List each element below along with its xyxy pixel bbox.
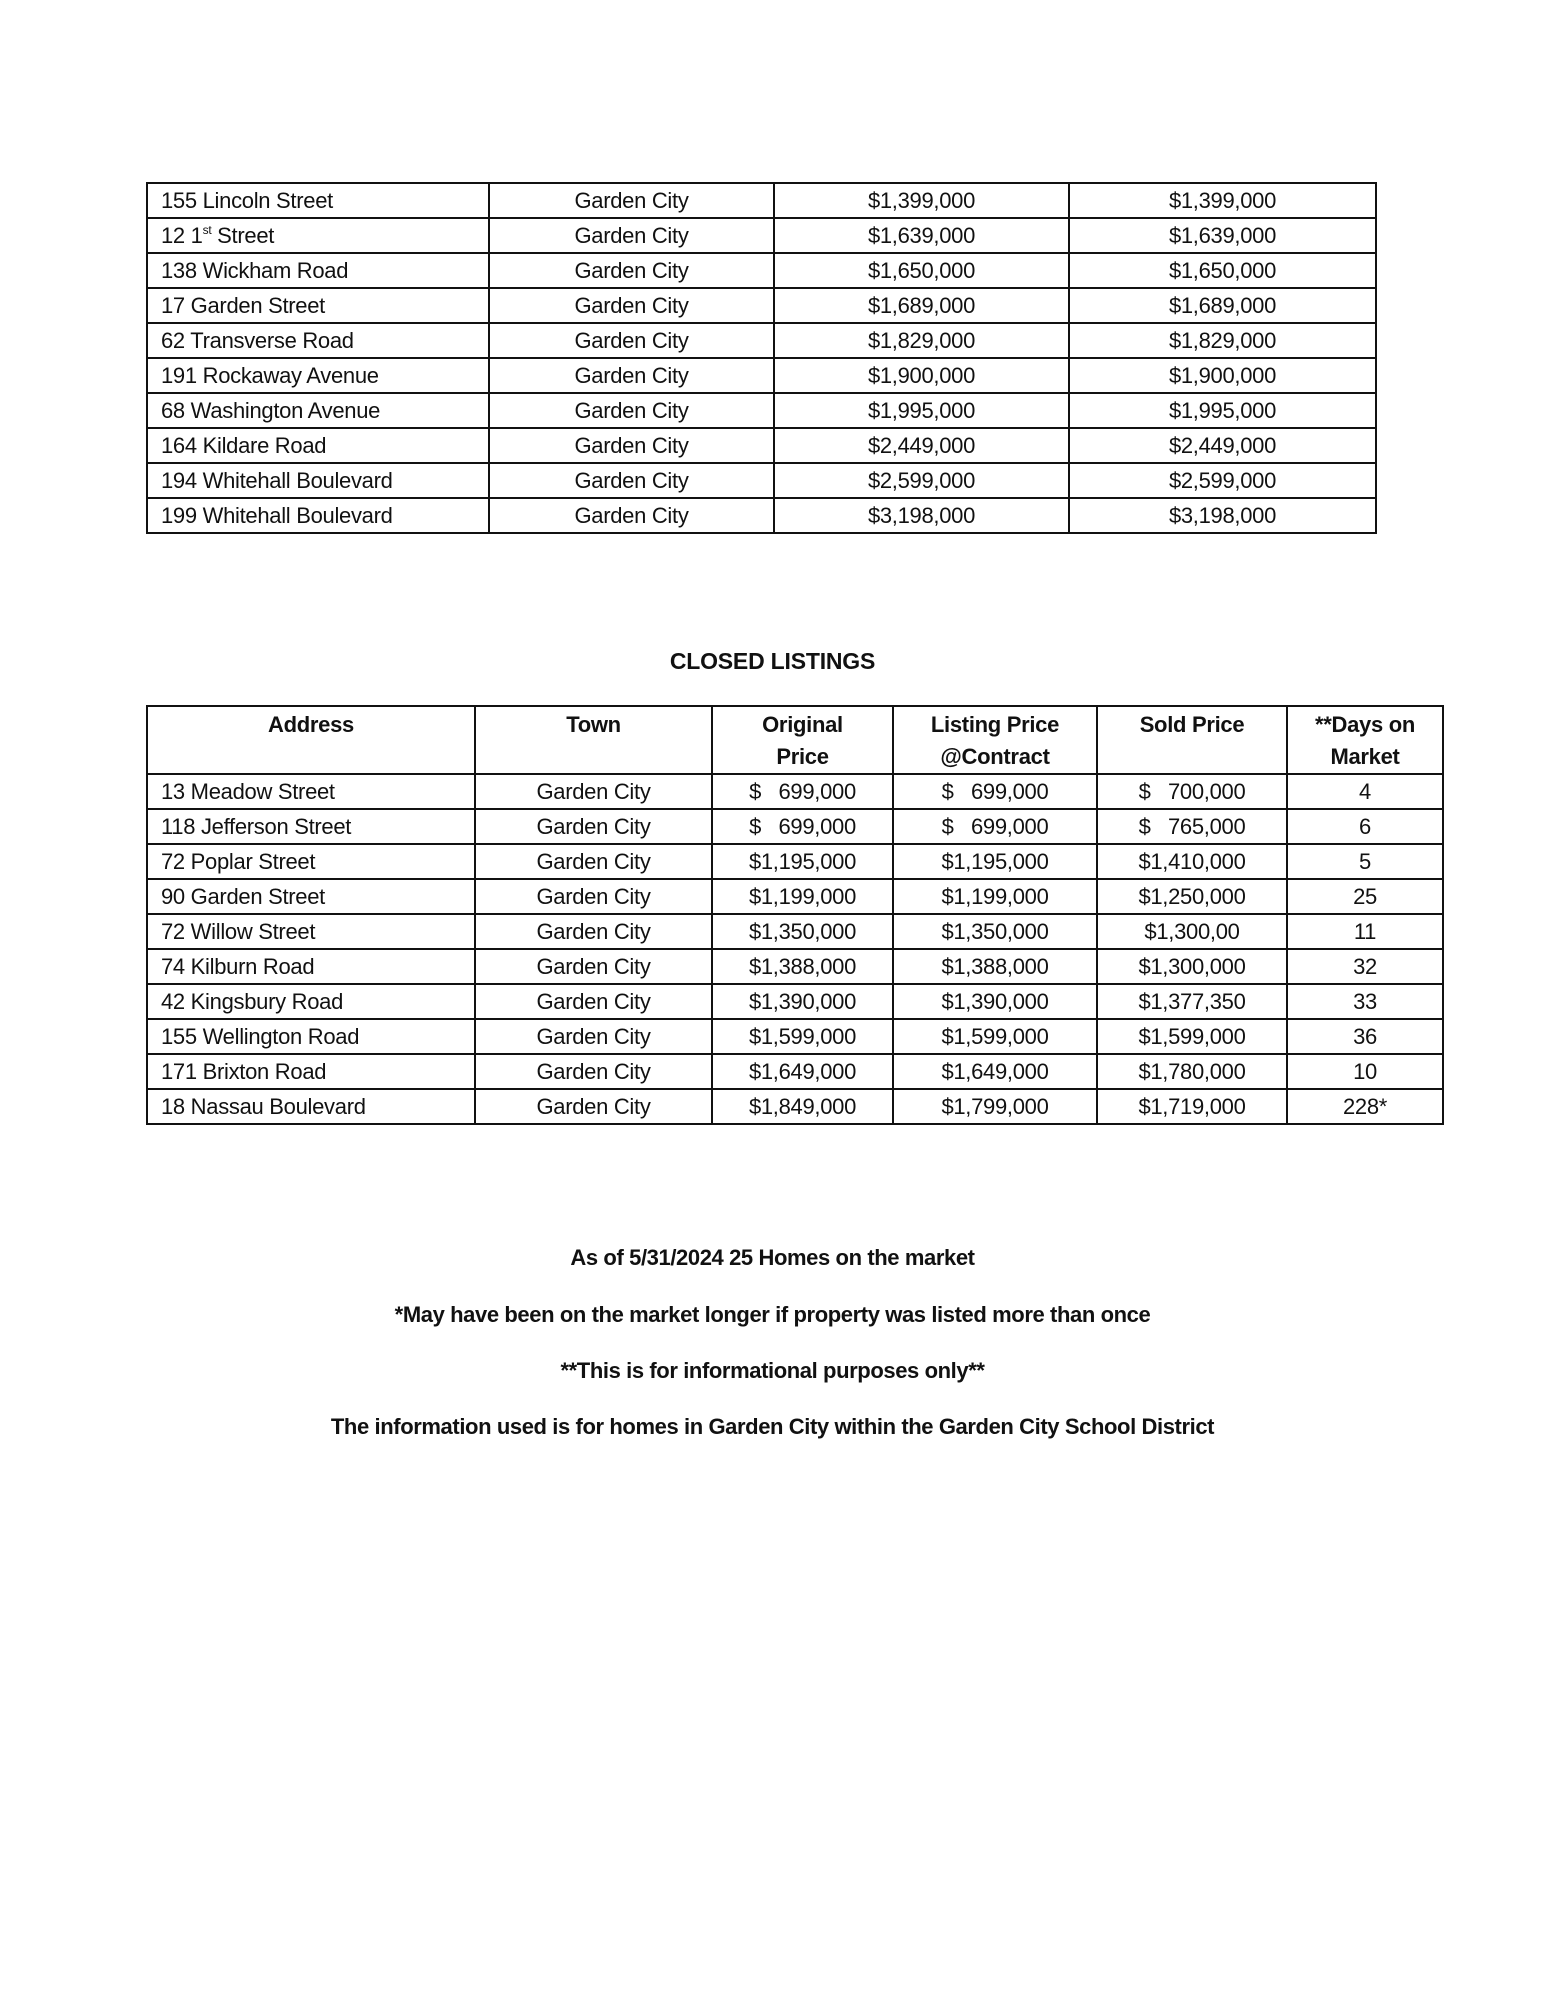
informational-disclaimer: **This is for informational purposes only** <box>560 1358 985 1383</box>
active-listing-row <box>147 288 1376 323</box>
address-cell <box>147 393 489 428</box>
address-cell <box>147 183 489 218</box>
address-text: 191 Rockaway Avenue <box>161 363 379 388</box>
contract-price-value: $1,199,000 <box>941 884 1049 909</box>
days-on-market-cell: 6 <box>1287 809 1443 844</box>
column-header-line: **Days on <box>1314 712 1415 737</box>
sold-price-cell <box>1097 1054 1287 1089</box>
address-cell: 155 Wellington Road <box>147 1019 475 1054</box>
days-on-market-cell: 228* <box>1287 1089 1443 1124</box>
contract-price-cell <box>893 1089 1097 1124</box>
active-listing-row <box>147 428 1376 463</box>
town-cell: Garden City <box>489 288 774 323</box>
address-cell <box>147 253 489 288</box>
town-cell: Garden City <box>475 1019 712 1054</box>
town-cell: Garden City <box>489 358 774 393</box>
original-price-value: $1,649,000 <box>748 1059 857 1084</box>
closed-listings-title: CLOSED LISTINGS <box>669 648 876 674</box>
closed-listing-row <box>147 879 1443 914</box>
price-cell: $1,829,000 <box>774 323 1069 358</box>
address-cell <box>147 288 489 323</box>
town-cell: Garden City <box>475 809 712 844</box>
contract-price-value: $1,388,000 <box>941 954 1049 979</box>
original-price-value: $1,350,000 <box>748 919 857 944</box>
original-price-value: $ 699,000 <box>749 779 856 804</box>
address-text-rest: Street <box>211 223 275 248</box>
price-cell: $1,689,000 <box>1069 288 1376 323</box>
original-price-cell <box>712 984 893 1019</box>
address-text: 199 Whitehall Boulevard <box>161 503 393 528</box>
days-on-market-cell: 33 <box>1287 984 1443 1019</box>
closed-listing-row <box>147 774 1443 809</box>
closed-listing-row <box>147 1054 1443 1089</box>
sold-price-value: $1,410,000 <box>1138 849 1246 874</box>
original-price-cell <box>712 844 893 879</box>
price-cell: $1,639,000 <box>774 218 1069 253</box>
town-cell: Garden City <box>475 774 712 809</box>
address-cell: 13 Meadow Street <box>147 774 475 809</box>
sold-price-cell <box>1097 844 1287 879</box>
town-cell: Garden City <box>489 428 774 463</box>
address-text: 155 Lincoln Street <box>161 188 333 213</box>
address-cell <box>147 463 489 498</box>
address-text: 164 Kildare Road <box>161 433 327 458</box>
contract-price-value: $ 699,000 <box>941 814 1049 839</box>
contract-price-value: $1,799,000 <box>941 1094 1049 1119</box>
column-header-line: Sold Price <box>1139 712 1245 737</box>
contract-price-cell <box>893 914 1097 949</box>
sold-price-value: $1,300,000 <box>1138 954 1246 979</box>
sold-price-cell <box>1097 809 1287 844</box>
column-header-address <box>147 706 475 774</box>
price-cell: $1,650,000 <box>774 253 1069 288</box>
active-listing-row <box>147 183 1376 218</box>
active-listing-row <box>147 323 1376 358</box>
town-cell: Garden City <box>475 879 712 914</box>
closed-listing-row <box>147 809 1443 844</box>
contract-price-cell <box>893 879 1097 914</box>
original-price-cell <box>712 949 893 984</box>
price-cell: $2,449,000 <box>1069 428 1376 463</box>
contract-price-value: $1,350,000 <box>941 919 1049 944</box>
town-cell: Garden City <box>489 393 774 428</box>
contract-price-cell <box>893 809 1097 844</box>
price-cell: $3,198,000 <box>1069 498 1376 533</box>
price-cell: $2,599,000 <box>1069 463 1376 498</box>
town-cell: Garden City <box>475 914 712 949</box>
address-cell <box>147 428 489 463</box>
closed-listing-row <box>147 1019 1443 1054</box>
town-cell: Garden City <box>489 498 774 533</box>
column-header-sold-price <box>1097 706 1287 774</box>
active-listing-row <box>147 253 1376 288</box>
original-price-value: $1,195,000 <box>748 849 857 874</box>
address-cell: 72 Willow Street <box>147 914 475 949</box>
days-on-market-footnote: *May have been on the market longer if property was listed more than once <box>394 1302 1151 1327</box>
closed-listing-row <box>147 949 1443 984</box>
original-price-cell <box>712 809 893 844</box>
sold-price-value: $1,780,000 <box>1138 1059 1246 1084</box>
active-listing-row <box>147 218 1376 253</box>
original-price-value: $1,199,000 <box>748 884 857 909</box>
sold-price-cell <box>1097 1019 1287 1054</box>
active-listing-row <box>147 463 1376 498</box>
active-listings-body <box>147 183 1376 533</box>
sold-price-value: $ 700,000 <box>1138 779 1246 804</box>
price-cell: $1,995,000 <box>1069 393 1376 428</box>
days-on-market-cell: 4 <box>1287 774 1443 809</box>
days-on-market-cell: 36 <box>1287 1019 1443 1054</box>
town-cell: Garden City <box>489 463 774 498</box>
address-cell: 90 Garden Street <box>147 879 475 914</box>
column-header-line: Town <box>566 712 621 737</box>
days-on-market-cell: 32 <box>1287 949 1443 984</box>
address-cell <box>147 323 489 358</box>
address-cell <box>147 498 489 533</box>
contract-price-cell <box>893 774 1097 809</box>
price-cell: $1,829,000 <box>1069 323 1376 358</box>
sold-price-cell <box>1097 914 1287 949</box>
column-header-line: Original <box>762 712 843 737</box>
address-text: 194 Whitehall Boulevard <box>161 468 393 493</box>
town-cell: Garden City <box>489 183 774 218</box>
price-cell: $2,599,000 <box>774 463 1069 498</box>
column-header-line: Listing Price <box>930 712 1060 737</box>
sold-price-cell <box>1097 984 1287 1019</box>
price-cell: $1,689,000 <box>774 288 1069 323</box>
column-header-listing-price-at-contract <box>893 706 1097 774</box>
address-text: 17 Garden Street <box>161 293 325 318</box>
sold-price-cell <box>1097 949 1287 984</box>
original-price-cell <box>712 774 893 809</box>
closed-listing-row <box>147 1089 1443 1124</box>
column-header-town <box>475 706 712 774</box>
active-listing-row <box>147 498 1376 533</box>
closed-listings-header-row <box>147 706 1443 774</box>
sold-price-cell <box>1097 879 1287 914</box>
column-header-line: Price <box>776 744 829 769</box>
days-on-market-cell: 25 <box>1287 879 1443 914</box>
price-cell: $1,399,000 <box>774 183 1069 218</box>
sold-price-value: $1,599,000 <box>1138 1024 1246 1049</box>
sold-price-cell <box>1097 1089 1287 1124</box>
town-cell: Garden City <box>475 949 712 984</box>
town-cell: Garden City <box>489 253 774 288</box>
contract-price-cell <box>893 1019 1097 1054</box>
town-cell: Garden City <box>475 844 712 879</box>
town-cell: Garden City <box>475 1089 712 1124</box>
contract-price-cell <box>893 844 1097 879</box>
closed-listing-row <box>147 844 1443 879</box>
contract-price-cell <box>893 984 1097 1019</box>
town-cell: Garden City <box>475 984 712 1019</box>
address-text: 62 Transverse Road <box>161 328 354 353</box>
sold-price-value: $1,300,00 <box>1144 919 1240 944</box>
sold-price-value: $1,377,350 <box>1138 989 1246 1014</box>
sold-price-cell <box>1097 774 1287 809</box>
address-text: 68 Washington Avenue <box>161 398 381 423</box>
sold-price-value: $1,250,000 <box>1138 884 1246 909</box>
contract-price-value: $1,649,000 <box>941 1059 1049 1084</box>
address-cell: 18 Nassau Boulevard <box>147 1089 475 1124</box>
contract-price-value: $1,390,000 <box>941 989 1049 1014</box>
price-cell: $1,639,000 <box>1069 218 1376 253</box>
address-cell: 171 Brixton Road <box>147 1054 475 1089</box>
school-district-note: The information used is for homes in Garden City within the Garden City School District <box>330 1414 1215 1439</box>
address-cell <box>147 218 489 253</box>
active-listings-table <box>146 182 1377 534</box>
sold-price-value: $ 765,000 <box>1138 814 1246 839</box>
price-cell: $1,650,000 <box>1069 253 1376 288</box>
days-on-market-cell: 5 <box>1287 844 1443 879</box>
closed-listings-body <box>147 774 1443 1124</box>
closed-listing-row <box>147 984 1443 1019</box>
active-listing-row <box>147 393 1376 428</box>
address-cell: 42 Kingsbury Road <box>147 984 475 1019</box>
active-listing-row <box>147 358 1376 393</box>
price-cell: $1,399,000 <box>1069 183 1376 218</box>
address-cell: 74 Kilburn Road <box>147 949 475 984</box>
contract-price-cell <box>893 949 1097 984</box>
address-cell: 72 Poplar Street <box>147 844 475 879</box>
closed-listings-table <box>146 705 1444 1125</box>
address-text: 12 1 <box>161 223 203 248</box>
price-cell: $1,995,000 <box>774 393 1069 428</box>
column-header-line: @Contract <box>940 744 1050 769</box>
original-price-value: $ 699,000 <box>749 814 856 839</box>
contract-price-value: $1,599,000 <box>941 1024 1049 1049</box>
closed-listing-row <box>147 914 1443 949</box>
original-price-cell <box>712 1089 893 1124</box>
column-header-line: Market <box>1330 744 1400 769</box>
days-on-market-cell: 11 <box>1287 914 1443 949</box>
price-cell: $3,198,000 <box>774 498 1069 533</box>
address-cell: 118 Jefferson Street <box>147 809 475 844</box>
sold-price-value: $1,719,000 <box>1138 1094 1246 1119</box>
original-price-cell <box>712 879 893 914</box>
contract-price-value: $ 699,000 <box>941 779 1049 804</box>
address-text: 138 Wickham Road <box>161 258 349 283</box>
original-price-cell <box>712 1054 893 1089</box>
original-price-cell <box>712 914 893 949</box>
town-cell: Garden City <box>489 323 774 358</box>
town-cell: Garden City <box>489 218 774 253</box>
ordinal-suffix: st <box>202 223 212 237</box>
original-price-value: $1,599,000 <box>748 1024 857 1049</box>
market-count-note: As of 5/31/2024 25 Homes on the market <box>570 1245 975 1270</box>
address-cell <box>147 358 489 393</box>
price-cell: $1,900,000 <box>1069 358 1376 393</box>
price-cell: $1,900,000 <box>774 358 1069 393</box>
contract-price-value: $1,195,000 <box>941 849 1049 874</box>
original-price-cell <box>712 1019 893 1054</box>
column-header-original-price <box>712 706 893 774</box>
days-on-market-cell: 10 <box>1287 1054 1443 1089</box>
contract-price-cell <box>893 1054 1097 1089</box>
column-header-line: Address <box>268 712 354 737</box>
column-header-days-on-market <box>1287 706 1443 774</box>
price-cell: $2,449,000 <box>774 428 1069 463</box>
original-price-value: $1,388,000 <box>748 954 857 979</box>
town-cell: Garden City <box>475 1054 712 1089</box>
original-price-value: $1,849,000 <box>748 1094 857 1119</box>
original-price-value: $1,390,000 <box>748 989 857 1014</box>
